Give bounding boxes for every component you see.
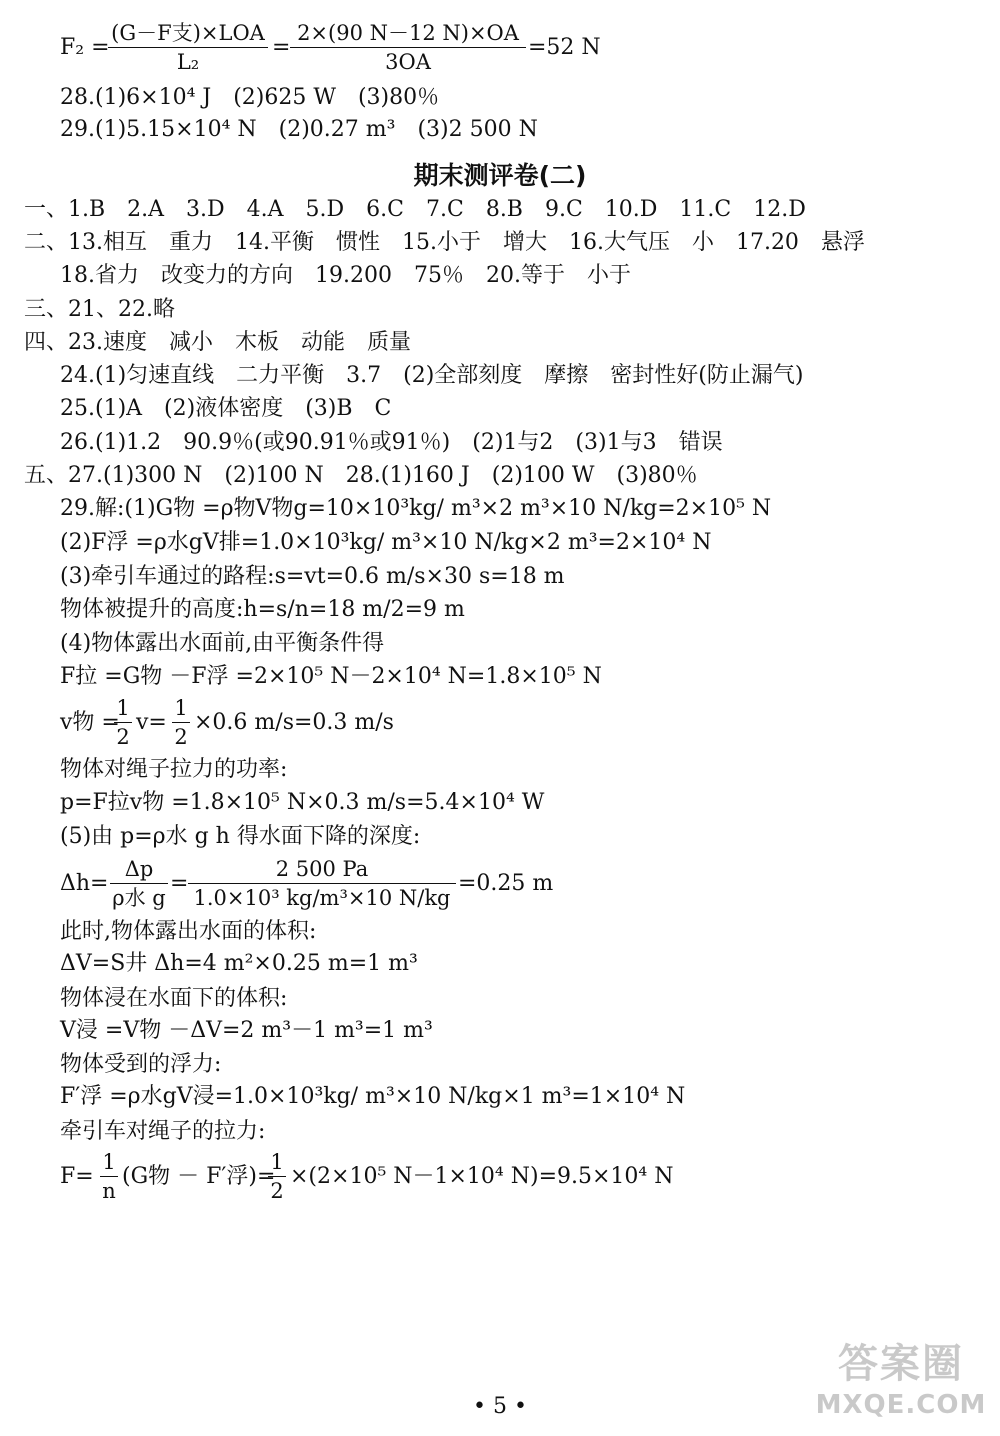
- eq-f-fraction-1-den: n: [102, 1179, 116, 1203]
- fraction-bar: [188, 883, 456, 884]
- eq-v-rest: ×0.6 m/s=0.3 m/s: [194, 710, 394, 735]
- section-title: 期末测评卷(二): [413, 161, 587, 190]
- eq-dh-fraction-1-num: Δp: [124, 857, 154, 881]
- fraction-bar: [114, 722, 132, 723]
- eq-dh-lhs: Δh=: [60, 871, 109, 896]
- part-5-answers-a: 五、27.(1)300 N (2)100 N 28.(1)160 J (2)100 W (3)80％: [24, 463, 698, 488]
- eq-v-fraction-1-num: 1: [116, 696, 130, 720]
- eq-f-rest: ×(2×10⁵ N－1×10⁴ N)=9.5×10⁴ N: [290, 1164, 674, 1189]
- eq-dh-fraction-1: [110, 856, 168, 911]
- part-5-step-4d: p=F拉v物 =1.8×10⁵ N×0.3 m/s=5.4×10⁴ W: [60, 790, 545, 815]
- eq-f-lhs: F=: [60, 1164, 94, 1189]
- eq-f2-fraction-2: [290, 20, 526, 75]
- part-5-step-5: (5)由 p=ρ水 g h 得水面下降的深度:: [60, 824, 421, 849]
- part-5-step-4: (4)物体露出水面前,由平衡条件得: [60, 631, 385, 656]
- eq-f2-fraction-2-den: 3OA: [385, 50, 431, 74]
- eq-f2-fraction-1-den: L₂: [176, 50, 200, 74]
- part-4-answers-b: 24.(1)匀速直线 二力平衡 3.7 (2)全部刻度 摩擦 密封性好(防止漏气): [60, 363, 804, 388]
- answer-29: 29.(1)5.15×10⁴ N (2)0.27 m³ (3)2 500 N: [60, 117, 538, 142]
- part-5-step-3b: 物体被提升的高度:h=s/n=18 m/2=9 m: [60, 597, 465, 622]
- part-2-answers-a: 二、13.相互 重力 14.平衡 惯性 15.小于 增大 16.大气压 小 17.20 悬浮: [24, 230, 865, 255]
- eq-dh-equals: =: [170, 871, 189, 896]
- eq-dh-fraction-2: [188, 856, 456, 911]
- eq-f-fraction-2-num: 1: [270, 1150, 284, 1174]
- fraction-bar: [290, 47, 526, 48]
- part-5-step-5h: 牵引车对绳子的拉力:: [60, 1119, 266, 1144]
- part-5-step-5f: 物体受到的浮力:: [60, 1052, 222, 1077]
- part-5-step-5c: ΔV=S井 Δh=4 m²×0.25 m=1 m³: [60, 951, 418, 976]
- part-5-step-5e: V浸 =V物 －ΔV=2 m³－1 m³=1 m³: [60, 1018, 433, 1043]
- part-5-step-5d: 物体浸在水面下的体积:: [60, 986, 288, 1011]
- eq-dh-fraction-2-num: 2 500 Pa: [275, 857, 369, 881]
- part-5-step-5b: 此时,物体露出水面的体积:: [60, 919, 317, 944]
- eq-f-fraction-1: [100, 1149, 118, 1204]
- part-5-step-4b: F拉 =G物 －F浮 =2×10⁵ N－2×10⁴ N=1.8×10⁵ N: [60, 664, 602, 689]
- eq-f-fraction-1-num: 1: [102, 1150, 116, 1174]
- eq-v-lhs: v物 =: [60, 710, 120, 735]
- eq-f-fraction-2-den: 2: [270, 1179, 284, 1203]
- eq-v-mid: v=: [136, 710, 167, 735]
- eq-v-fraction-1: [114, 695, 132, 750]
- part-5-step-4c: 物体对绳子拉力的功率:: [60, 757, 288, 782]
- part-4-answers-c: 25.(1)A (2)液体密度 (3)B C: [60, 396, 392, 421]
- part-5-step-3: (3)牵引车通过的路程:s=vt=0.6 m/s×30 s=18 m: [60, 564, 565, 589]
- eq-f2-result: =52 N: [528, 35, 601, 60]
- fraction-bar: [108, 47, 268, 48]
- eq-f2-fraction-1-num: (G－F支)×LOA: [111, 21, 265, 45]
- eq-dh-fraction-1-den: ρ水 g: [112, 886, 166, 910]
- page-number: • 5 •: [473, 1394, 527, 1419]
- eq-dh-fraction-2-den: 1.0×10³ kg/m³×10 N/kg: [193, 886, 451, 910]
- part-5-step-5g: F′浮 =ρ水gV浸=1.0×10³kg/ m³×10 N/kg×1 m³=1×10⁴ N: [60, 1084, 686, 1109]
- watermark-logo: [812, 1332, 990, 1428]
- watermark-logo-top: 答案圈: [838, 1341, 964, 1387]
- eq-f2-lhs: F₂ =: [60, 35, 110, 60]
- part-3-answers: 三、21、22.略: [24, 297, 175, 322]
- eq-dh-rest: =0.25 m: [458, 871, 554, 896]
- part-1-answers: 一、1.B 2.A 3.D 4.A 5.D 6.C 7.C 8.B 9.C 10.D 11.C 12.D: [24, 197, 806, 222]
- fraction-bar: [172, 722, 190, 723]
- part-2-answers-b: 18.省力 改变力的方向 19.200 75％ 20.等于 小于: [60, 263, 631, 288]
- eq-f-mid: (G物 － F′浮)=: [122, 1164, 276, 1189]
- answer-28: 28.(1)6×10⁴ J (2)625 W (3)80％: [60, 85, 440, 110]
- eq-f2-fraction-1: [108, 20, 268, 75]
- watermark-logo-bottom: MXQE.COM: [815, 1390, 987, 1420]
- eq-f2-fraction-2-num: 2×(90 N－12 N)×OA: [297, 21, 519, 45]
- eq-v-fraction-1-den: 2: [116, 725, 130, 749]
- part-4-answers-a: 四、23.速度 减小 木板 动能 质量: [24, 330, 411, 355]
- eq-f-fraction-2: [268, 1149, 286, 1204]
- eq-v-fraction-2-num: 1: [174, 696, 188, 720]
- eq-v-fraction-2: [172, 695, 190, 750]
- part-5-step-1: 29.解:(1)G物 =ρ物V物g=10×10³kg/ m³×2 m³×10 N/kg=2×10⁵ N: [60, 496, 772, 521]
- fraction-bar: [268, 1176, 286, 1177]
- fraction-bar: [100, 1176, 118, 1177]
- part-5-step-2: (2)F浮 =ρ水gV排=1.0×10³kg/ m³×10 N/kg×2 m³=2×10⁴ N: [60, 530, 712, 555]
- eq-v-fraction-2-den: 2: [174, 725, 188, 749]
- fraction-bar: [110, 883, 168, 884]
- part-4-answers-d: 26.(1)1.2 90.9％(或90.91％或91％) (2)1与2 (3)1与3 错误: [60, 430, 723, 455]
- eq-f2-equals: =: [272, 35, 291, 60]
